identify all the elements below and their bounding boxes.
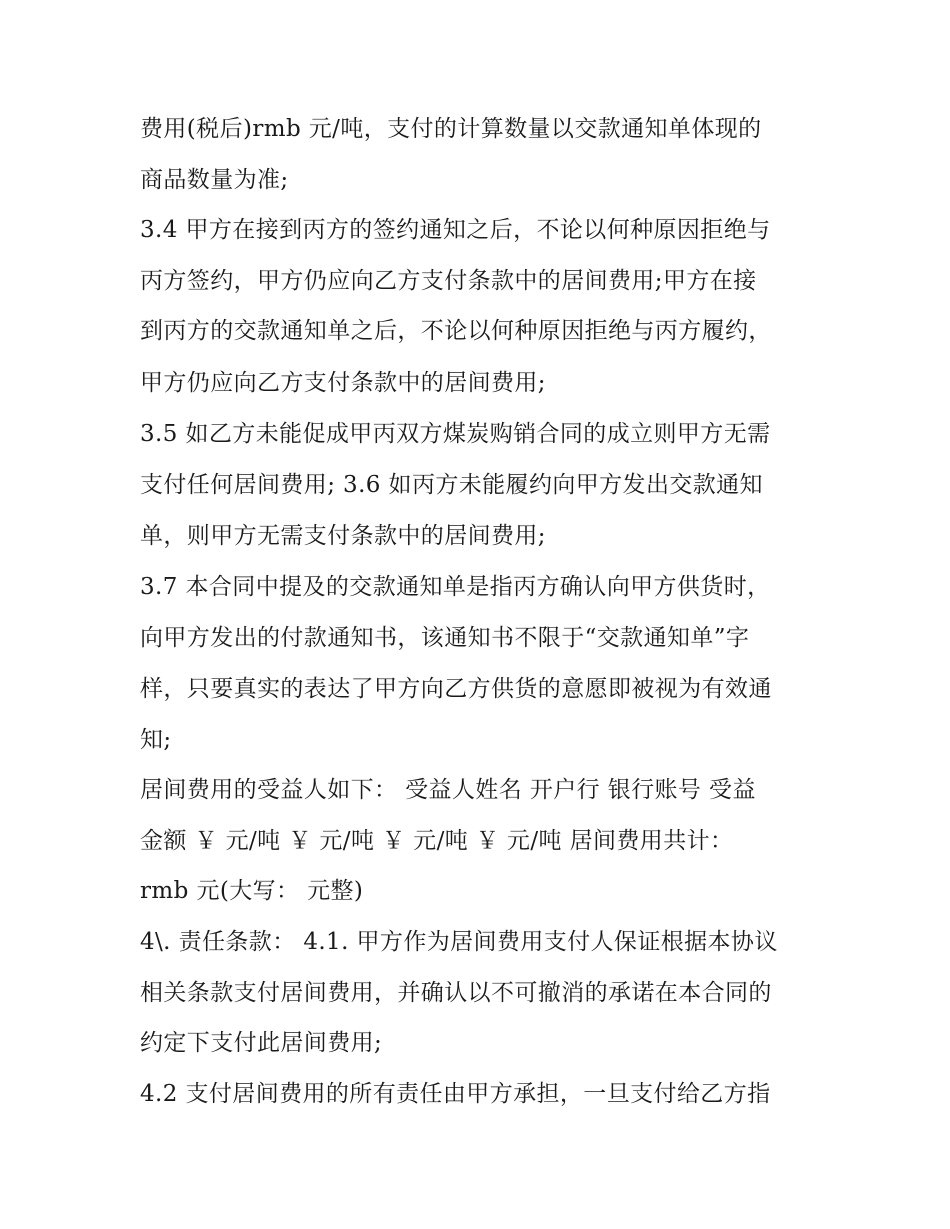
text-line: 约定下支付此居间费用; xyxy=(140,1030,383,1056)
text-line: 丙方签约，甲方仍应向乙方支付条款中的居间费用;甲方在接 xyxy=(140,268,757,294)
text-line: 费用(税后)rmb 元/吨，支付的计算数量以交款通知单体现的 xyxy=(140,116,762,142)
text-line: 甲方仍应向乙方支付条款中的居间费用; xyxy=(140,370,546,396)
text-line: 3.4 甲方在接到丙方的签约通知之后，不论以何种原因拒绝与 xyxy=(140,217,771,243)
text-line: 向甲方发出的付款通知书，该通知书不限于“交款通知单”字 xyxy=(140,625,750,651)
text-line: 支付任何居间费用; 3.6 如丙方未能履约向甲方发出交款通知 xyxy=(140,472,763,498)
text-line: 到丙方的交款通知单之后，不论以何种原因拒绝与丙方履约， xyxy=(140,318,772,344)
text-line: 相关条款支付居间费用，并确认以不可撤消的承诺在本合同的 xyxy=(140,980,772,1006)
text-line: 3.7 本合同中提及的交款通知单是指丙方确认向甲方供货时， xyxy=(140,574,771,600)
text-line: 知; xyxy=(140,727,172,753)
text-line: 样，只要真实的表达了甲方向乙方供货的意愿即被视为有效通 xyxy=(140,676,772,702)
text-line: rmb 元(大写： 元整) xyxy=(140,878,364,904)
text-line: 金额 ￥ 元/吨 ￥ 元/吨 ￥ 元/吨 ￥ 元/吨 居间费用共计： xyxy=(140,828,734,854)
text-line: 商品数量为准; xyxy=(140,167,289,193)
text-line: 居间费用的受益人如下： 受益人姓名 开户行 银行账号 受益 xyxy=(140,777,756,803)
text-line: 单，则甲方无需支付条款中的居间费用; xyxy=(140,523,546,549)
text-line: 4\. 责任条款： 4.1. 甲方作为居间费用支付人保证根据本协议 xyxy=(140,929,778,955)
text-line: 4.2 支付居间费用的所有责任由甲方承担，一旦支付给乙方指 xyxy=(140,1081,771,1107)
text-line: 3.5 如乙方未能促成甲丙双方煤炭购销合同的成立则甲方无需 xyxy=(140,421,771,447)
